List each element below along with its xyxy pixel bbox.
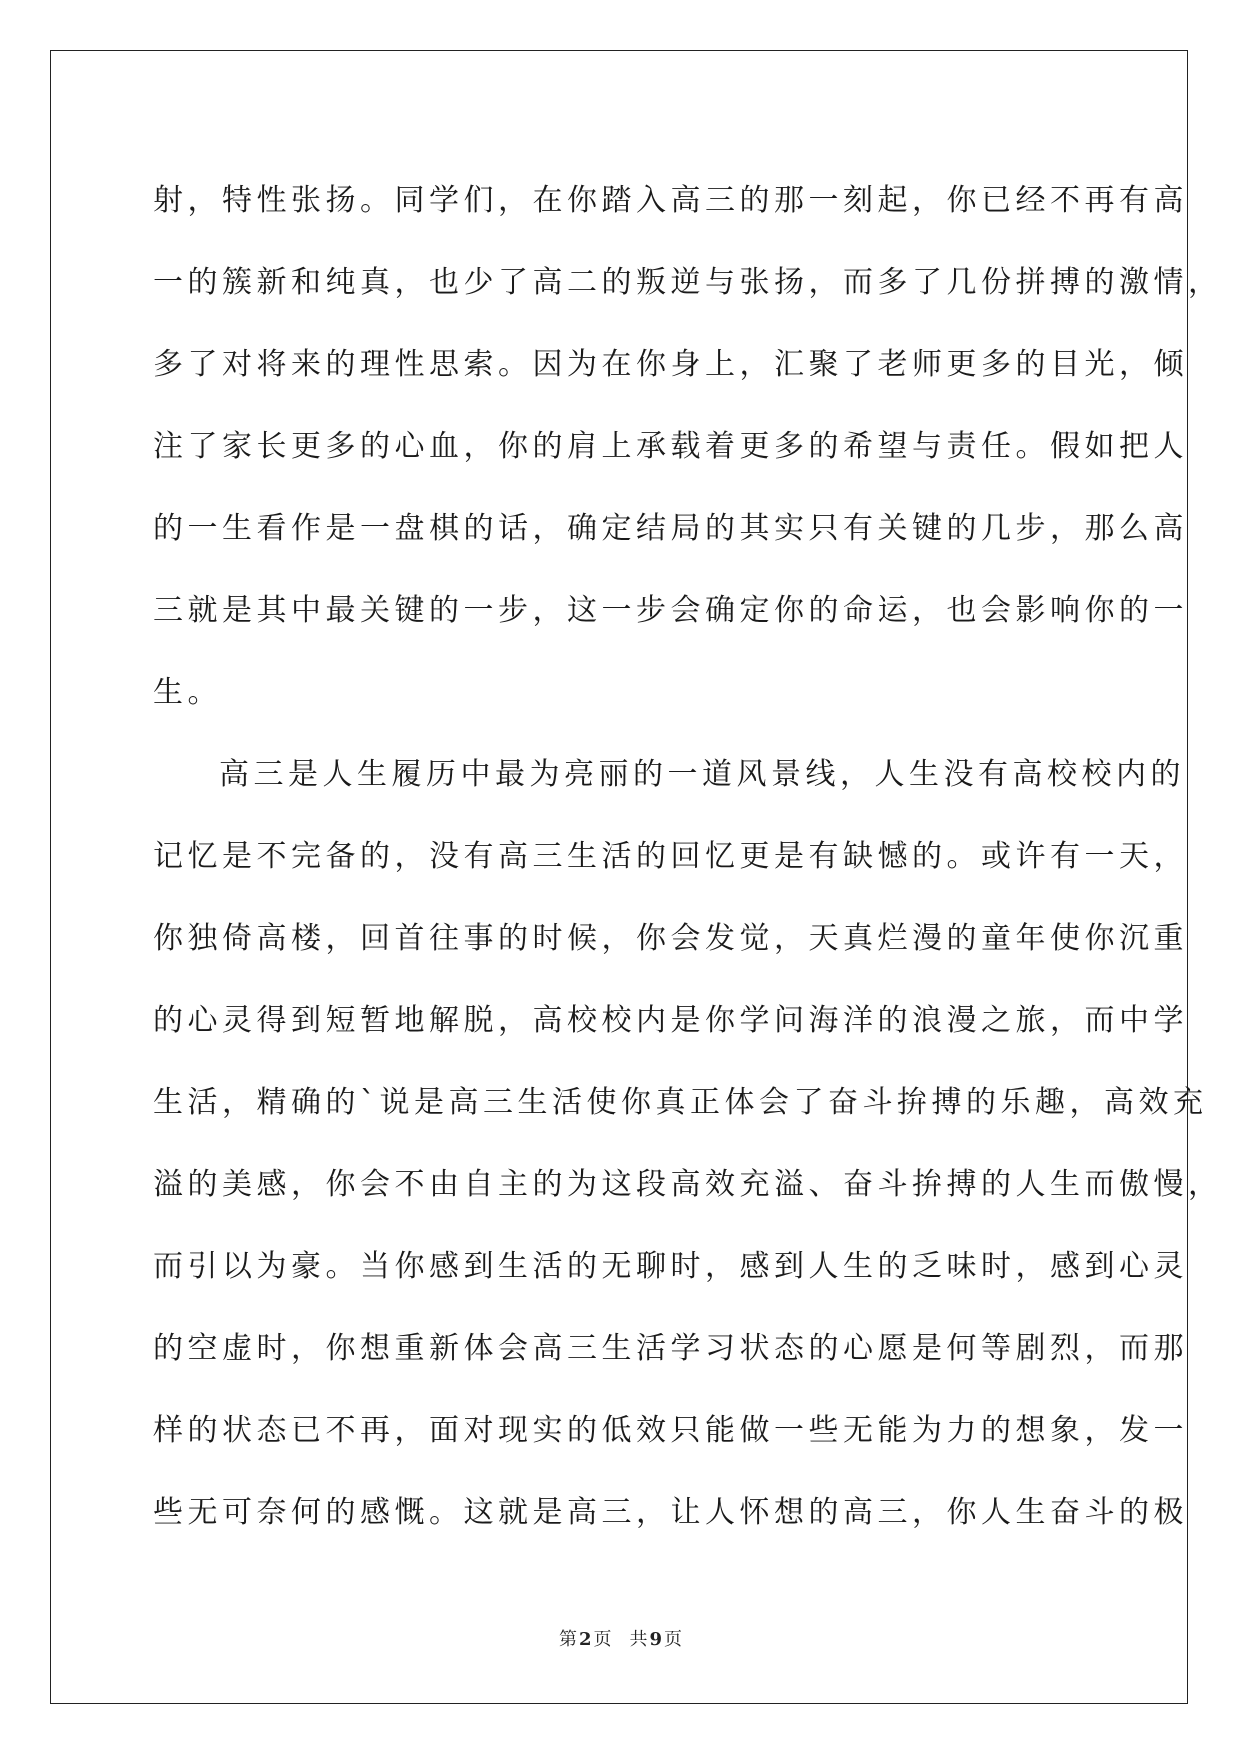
text-line-15: 的空虚时，你想重新体会高三生活学习状态的心愿是何等剧烈，而那: [153, 1331, 1188, 1366]
page-suffix: 页: [593, 1629, 612, 1650]
document-body: [153, 160, 1223, 1554]
text-line-4: 注了家长更多的心血，你的肩上承载着更多的希望与责任。假如把人: [153, 429, 1188, 464]
text-line-13: 溢的美感，你会不由自主的为这段高效充溢、奋斗拚搏的人生而傲慢，: [153, 1167, 1223, 1202]
text-line-17: 些无可奈何的感慨。这就是高三，让人怀想的高三，你人生奋斗的极: [153, 1495, 1188, 1530]
page-footer: [0, 1625, 1241, 1651]
text-line-11: 的心灵得到短暂地解脱，高校校内是你学问海洋的浪漫之旅，而中学: [153, 1003, 1188, 1038]
page-prefix: 第: [558, 1629, 577, 1650]
text-line-9: 记忆是不完备的，没有高三生活的回忆更是有缺憾的。或许有一天，: [153, 839, 1188, 874]
total-pages: 9: [649, 1629, 663, 1650]
text-line-1: 射，特性张扬。同学们，在你踏入高三的那一刻起，你已经不再有高: [153, 183, 1188, 218]
text-line-2: 一的簇新和纯真，也少了高二的叛逆与张扬，而多了几份拼搏的激情，: [153, 265, 1223, 300]
total-prefix: 共: [629, 1629, 648, 1650]
text-line-5: 的一生看作是一盘棋的话，确定结局的其实只有关键的几步，那么高: [153, 511, 1188, 546]
text-line-3: 多了对将来的理性思索。因为在你身上，汇聚了老师更多的目光，倾: [153, 347, 1188, 382]
text-line-12: 生活，精确的`说是高三生活使你真正体会了奋斗拚搏的乐趣，高效充: [153, 1085, 1208, 1120]
page-number: 2: [578, 1629, 592, 1650]
text-line-10: 你独倚高楼，回首往事的时候，你会发觉，天真烂漫的童年使你沉重: [153, 921, 1188, 956]
text-line-7: 生。: [153, 675, 222, 710]
total-suffix: 页: [664, 1629, 683, 1650]
text-line-6: 三就是其中最关键的一步，这一步会确定你的命运，也会影响你的一: [153, 593, 1188, 628]
text-line-16: 样的状态已不再，面对现实的低效只能做一些无能为力的想象，发一: [153, 1413, 1188, 1448]
text-line-14: 而引以为豪。当你感到生活的无聊时，感到人生的乏味时，感到心灵: [153, 1249, 1188, 1284]
text-line-8: 高三是人生履历中最为亮丽的一道风景线，人生没有高校校内的: [219, 757, 1185, 792]
